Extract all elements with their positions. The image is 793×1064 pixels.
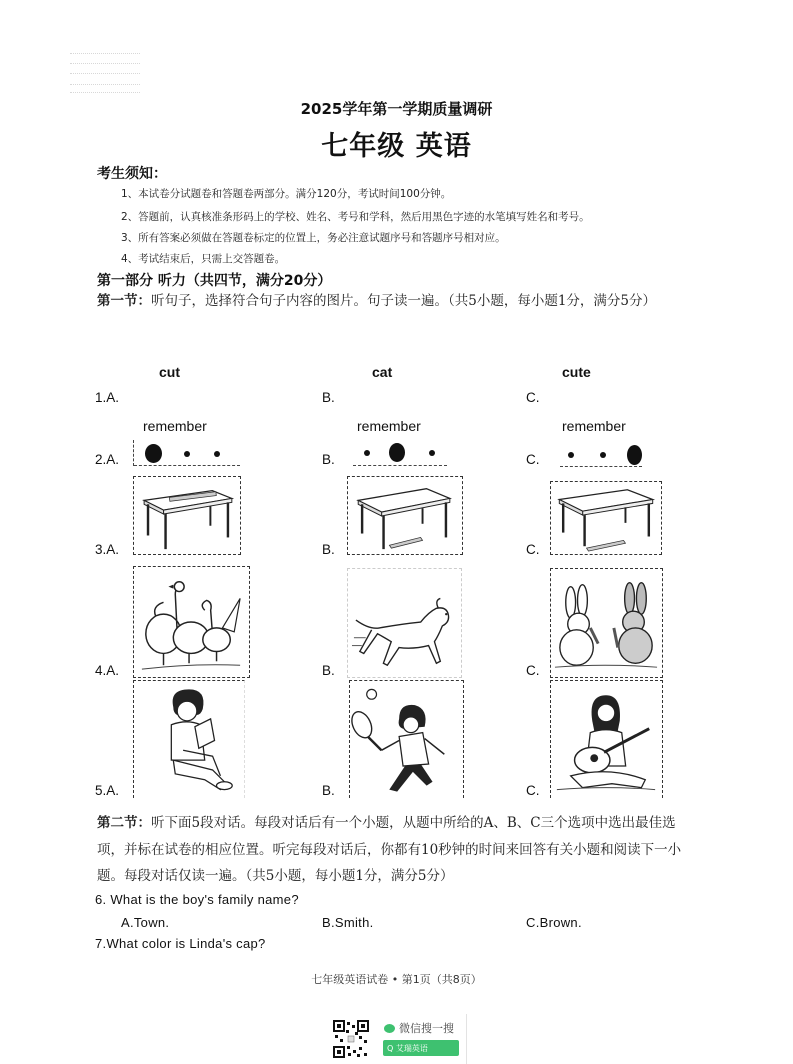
stress-dot-small [429, 450, 435, 456]
wechat-search-header [384, 1020, 454, 1036]
q2-option-a-word: remember [143, 418, 207, 434]
q3-option-a-label[interactable]: 3.A. [95, 542, 120, 557]
q4-option-c-image[interactable] [550, 568, 663, 678]
stress-dot-large [627, 445, 642, 465]
girl-playing-guitar-icon [551, 681, 662, 798]
section2-label: 第二节： [97, 815, 151, 831]
q2-option-a-label[interactable]: 2.A. [95, 452, 120, 467]
notice-heading: 考生须知： [97, 166, 167, 182]
question-6-option-b[interactable]: B.Smith. [322, 915, 374, 930]
part1-heading: 第一部分 听力（共四节，满分20分） [97, 273, 332, 289]
section2-instructions [97, 810, 682, 890]
table-with-ruler-beside-leg-icon [551, 482, 661, 554]
qr-code-icon[interactable] [333, 1020, 369, 1058]
geese-icon [134, 567, 249, 677]
notice-item: 3、所有答案必须做在答题卷标定的位置上，务必注意试题序号和答题序号相对应。 [121, 232, 506, 244]
q5-option-a-label[interactable]: 5.A. [95, 783, 120, 798]
page-footer: 七年级英语试卷 • 第1页（共8页） [311, 973, 482, 986]
notice-item: 2、答题前，认真核准条形码上的学校、姓名、考号和学科，然后用黑色字迹的水笔填写姓名和考号。 [121, 211, 590, 223]
q1-option-b-word: cat [372, 364, 393, 380]
question-6-option-a[interactable]: A.Town. [121, 915, 170, 930]
section1-label: 第一节： [97, 293, 151, 309]
question-7-stem: 7.What color is Linda's cap? [95, 936, 266, 951]
dashed-edge [133, 440, 134, 466]
wechat-search-button[interactable]: Q 艾瑞英语 [383, 1040, 459, 1056]
stress-dot-small [568, 452, 574, 458]
stress-dot-large [389, 443, 405, 462]
q3-option-c-image[interactable] [550, 481, 662, 555]
q5-option-b-label[interactable]: B. [322, 783, 335, 798]
stress-dot-small [600, 452, 606, 458]
q4-option-a-label[interactable]: 4.A. [95, 663, 120, 678]
stress-dot-large [145, 444, 162, 463]
q3-option-c-label[interactable]: C. [526, 542, 540, 557]
girl-playing-tennis-icon [350, 681, 463, 798]
question-6-option-c[interactable]: C.Brown. [526, 915, 582, 930]
stress-dot-small [364, 450, 370, 456]
q5-option-c-label[interactable]: C. [526, 783, 540, 798]
dashed-baseline [353, 465, 447, 466]
notice-item: 4、考试结束后，只需上交答题卷。 [121, 253, 286, 265]
q1-option-c-label[interactable]: C. [526, 390, 540, 405]
notice-item: 1、本试卷分试题卷和答题卷两部分。满分120分，考试时间100分钟。 [121, 188, 452, 200]
section2-text: 听下面5段对话。每段对话后有一个小题，从题中所给的A、B、C三个选项中选出最佳选项，并标在试卷的相应位置。听完每段对话后，你都有10秒钟的时间来回答有关小题和阅读下一小题。每段对话仅读一遍。（共5小题，每小题1分，满分5分） [97, 815, 682, 884]
rabbits-eating-carrots-icon [551, 569, 662, 677]
section1-instructions [97, 291, 682, 312]
stress-dot-small [184, 451, 190, 457]
table-with-ruler-under-icon [348, 477, 462, 554]
girl-reading-book-icon [134, 681, 244, 798]
dashed-baseline [134, 465, 240, 466]
section1-text: 听句子，选择符合句子内容的图片。句子读一遍。（共5小题，每小题1分，满分5分） [151, 293, 657, 309]
wechat-search-label: 微信搜一搜 [399, 1022, 454, 1035]
q1-option-a-word: cut [159, 364, 180, 380]
q1-option-b-label[interactable]: B. [322, 390, 335, 405]
q2-option-b-word: remember [357, 418, 421, 434]
q1-option-c-word: cute [562, 364, 591, 380]
stress-dot-small [214, 451, 220, 457]
q4-option-c-label[interactable]: C. [526, 663, 540, 678]
header-faint-line [70, 92, 140, 93]
question-6-stem: 6. What is the boy's family name? [95, 892, 299, 907]
dashed-baseline [560, 466, 642, 467]
header-faint-line [70, 84, 140, 85]
header-faint-line [70, 53, 140, 54]
q2-option-b-label[interactable]: B. [322, 452, 335, 467]
exam-subject-title: 七年级 英语 [321, 131, 472, 162]
q4-option-b-image[interactable] [347, 568, 462, 678]
q5-option-c-image[interactable] [550, 680, 663, 798]
q5-option-a-image[interactable] [133, 680, 245, 798]
q4-option-b-label[interactable]: B. [322, 663, 335, 678]
q5-option-b-image[interactable] [349, 680, 464, 798]
q3-option-b-label[interactable]: B. [322, 542, 335, 557]
q3-option-a-image[interactable] [133, 476, 241, 555]
q3-option-b-image[interactable] [347, 476, 463, 555]
q4-option-a-image[interactable] [133, 566, 250, 678]
header-faint-line [70, 73, 140, 74]
wechat-logo-icon [384, 1024, 395, 1033]
q1-option-a-label[interactable]: 1.A. [95, 390, 120, 405]
q2-option-c-label[interactable]: C. [526, 452, 540, 467]
q2-option-c-word: remember [562, 418, 626, 434]
header-faint-line [70, 63, 140, 64]
running-dog-icon [348, 569, 461, 677]
table-with-ruler-on-top-icon [134, 477, 240, 554]
exam-title: 2025学年第一学期质量调研 [300, 100, 493, 118]
